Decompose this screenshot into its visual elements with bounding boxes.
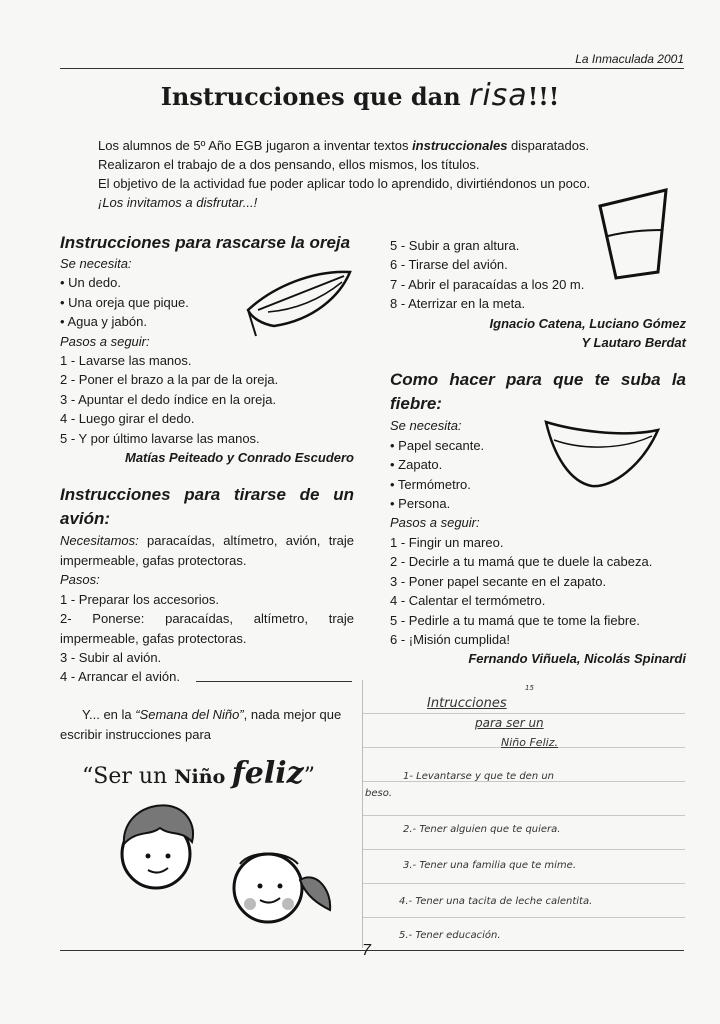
avion-title: Instrucciones para tirarse de un avión: xyxy=(60,485,354,529)
oreja-title: Instrucciones para rascarse la oreja xyxy=(60,233,351,252)
intro-line2: Realizaron el trabajo de a dos pensando, ellos mismos, los títulos. xyxy=(98,157,480,172)
list-item: 1 - Lavarse las manos. xyxy=(60,353,192,369)
fiebre-needs-label: Se necesita: xyxy=(390,418,462,434)
page-mark: 15 xyxy=(525,684,534,692)
list-item: 5 - Y por último lavarse las manos. xyxy=(60,430,260,446)
list-item: 3 - Poner papel secante en el zapato. xyxy=(390,573,607,589)
list-item: 3 - Subir al avión. xyxy=(60,649,162,665)
avion-needs-label: Necesitamos: xyxy=(60,533,139,549)
list-item: 1 - Fingir un mareo. xyxy=(390,534,504,550)
nino-intro xyxy=(60,705,352,745)
list-item: 1 - Preparar los accesorios. xyxy=(60,591,219,607)
feliz-text: feliz xyxy=(231,756,304,791)
list-item: 8 - Aterrizar en la meta. xyxy=(390,296,526,312)
list-item: 7 - Abrir el paracaídas a los 20 m. xyxy=(390,276,585,292)
oreja-authors: Matías Peiteado y Conrado Escudero xyxy=(124,450,354,466)
oreja-needs-label: Se necesita: xyxy=(60,256,132,271)
section-rule xyxy=(196,681,352,682)
list-item: 4 - Arrancar el avión. xyxy=(60,669,180,685)
oreja-steps-label: Pasos a seguir: xyxy=(60,333,150,349)
nino-intro-pre: Y... en la xyxy=(82,707,136,722)
list-item: 4 - Luego girar el dedo. xyxy=(60,411,195,427)
hand-item: 2.- Tener alguien que te quiera. xyxy=(403,824,561,835)
list-item: 2 - Decirle a tu mamá que te duele la cabeza. xyxy=(390,554,653,570)
lips-drawing xyxy=(244,266,356,338)
avion-steps-label: Pasos: xyxy=(60,572,100,588)
list-item: • Termómetro. xyxy=(390,476,471,492)
hand-item: 5.- Tener educación. xyxy=(399,930,501,941)
smile-drawing xyxy=(542,416,662,492)
kids-faces-drawing xyxy=(100,800,340,940)
avion-authors-1: Ignacio Catena, Luciano Gómez xyxy=(489,315,686,331)
header-rule xyxy=(60,68,684,69)
ser-nino-feliz xyxy=(82,756,315,791)
intro-line1-bold: instruccionales xyxy=(412,138,508,153)
hand-title-3: Niño Feliz. xyxy=(501,736,558,749)
fiebre-steps-label: Pasos a seguir: xyxy=(390,515,480,531)
intro-line4: ¡Los invitamos a disfrutar...! xyxy=(98,195,258,210)
list-item: • Una oreja que pique. xyxy=(60,294,189,310)
page-number: 7 xyxy=(362,942,371,959)
list-item: • Un dedo. xyxy=(60,275,121,291)
fiebre-authors: Fernando Viñuela, Nicolás Spinardi xyxy=(468,651,686,667)
hand-item: 4.- Tener una tacita de leche calentita. xyxy=(399,896,593,907)
list-item: 4 - Calentar el termómetro. xyxy=(390,593,546,609)
glass-drawing xyxy=(594,186,670,282)
list-item: • Zapato. xyxy=(390,457,443,473)
list-item: 6 - Tirarse del avión. xyxy=(390,257,508,273)
intro-line1b: disparatados. xyxy=(507,138,590,153)
close-quote: ” xyxy=(303,764,315,789)
handwritten-notebook xyxy=(362,680,685,948)
hand-title-1: Intrucciones xyxy=(427,696,507,711)
avion-authors-2: Y Lautaro Berdat xyxy=(581,335,686,351)
ser-text: “Ser un xyxy=(82,764,175,789)
title-main: Instrucciones que dan xyxy=(160,82,469,111)
intro-line3: El objetivo de la actividad fue poder aplicar todo lo aprendido, divirtiéndonos un poco. xyxy=(98,176,591,191)
list-item: • Agua y jabón. xyxy=(60,314,147,330)
intro-line1a: Los alumnos de 5º Año EGB jugaron a inventar textos xyxy=(98,138,413,153)
nino-intro-em: “Semana del Niño” xyxy=(135,707,244,722)
hand-item: 1- Levantarse y que te den un xyxy=(403,771,555,782)
list-item: 2 - Poner el brazo a la par de la oreja. xyxy=(60,372,279,388)
hand-title-2: para ser un xyxy=(475,716,544,730)
list-item: 5 - Pedirle a tu mamá que te tome la fiebre. xyxy=(390,612,641,628)
title-risa: risa xyxy=(469,78,528,113)
footer-rule xyxy=(60,950,684,951)
list-item: 5 - Subir a gran altura. xyxy=(390,238,520,253)
hand-item: beso. xyxy=(365,788,393,799)
list-item: 6 - ¡Misión cumplida! xyxy=(390,631,510,647)
nino-text: Niño xyxy=(174,766,232,788)
list-item: 3 - Apuntar el dedo índice en la oreja. xyxy=(60,391,277,407)
fiebre-title: Como hacer para que te suba la fiebre: xyxy=(390,370,686,414)
hand-item: 3.- Tener una familia que te mime. xyxy=(403,860,577,871)
title-end: !!! xyxy=(527,82,560,111)
avion-needs: paracaídas, altímetro, avión, traje impermeable, gafas protectoras. xyxy=(60,533,354,568)
list-item: • Papel secante. xyxy=(390,437,485,453)
nino-intro-post: , nada mejor que escribir instrucciones para xyxy=(60,707,342,742)
page-title xyxy=(0,78,720,113)
list-item: 2- Ponerse: paracaídas, altímetro, traje impermeable, gafas protectoras. xyxy=(60,611,354,646)
publication-header: La Inmaculada 2001 xyxy=(575,52,684,66)
list-item: • Persona. xyxy=(390,496,451,512)
intro-paragraph xyxy=(98,136,668,212)
